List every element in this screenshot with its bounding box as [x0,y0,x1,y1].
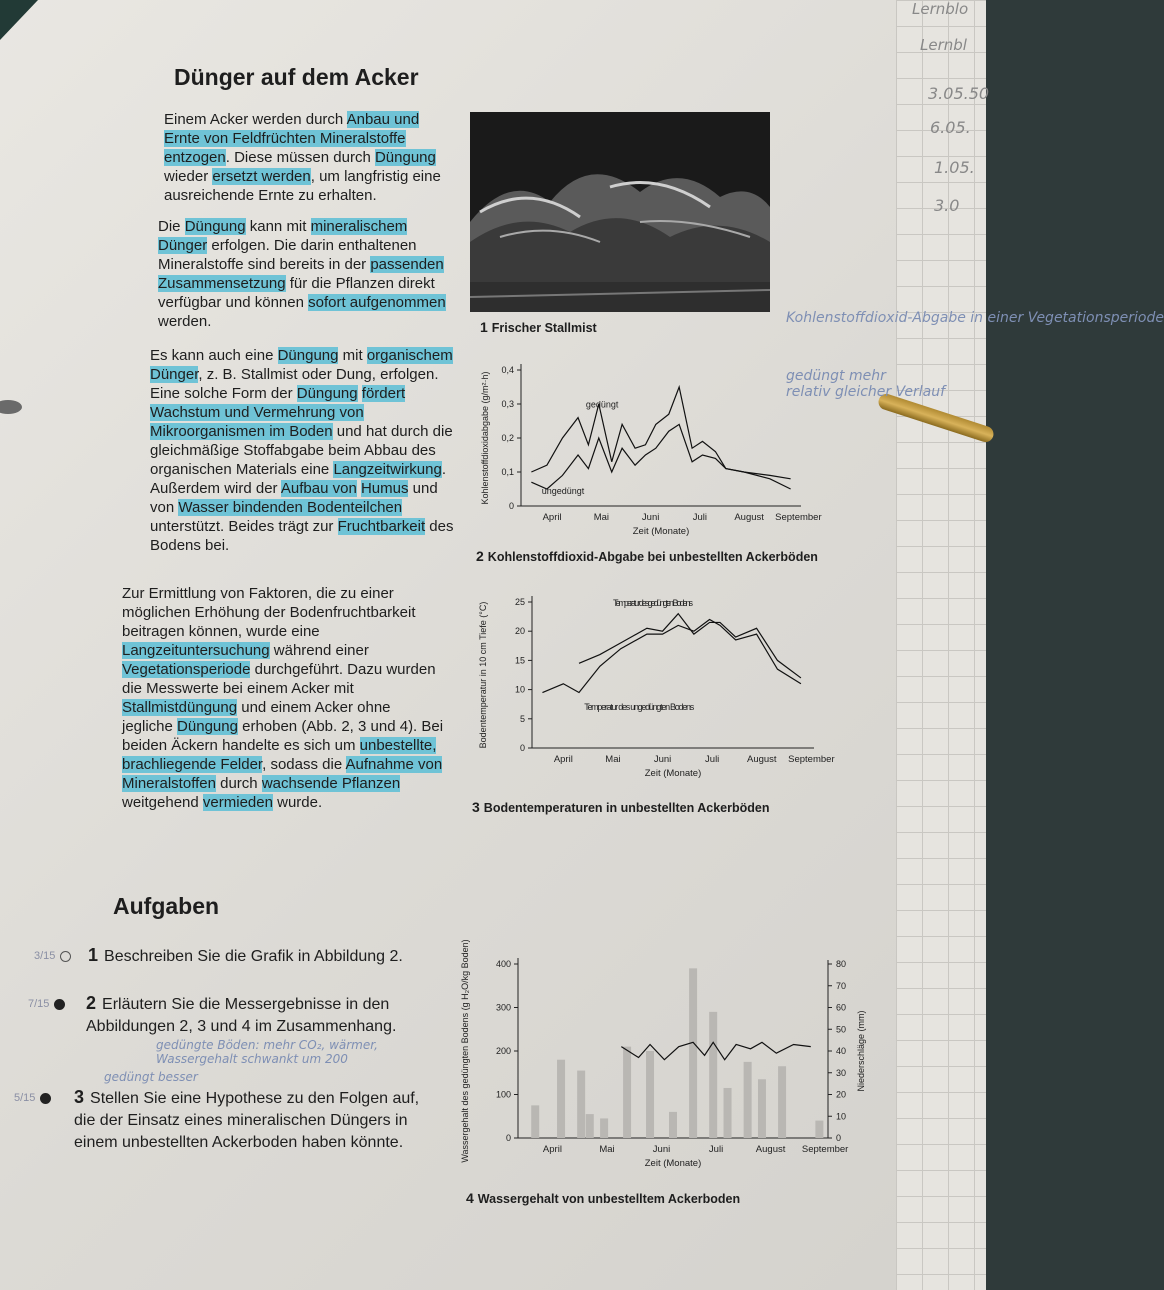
x-tick-label: Mai [605,754,621,765]
x-tick-label: August [746,754,777,765]
y-tick-label: 0,1 [501,467,514,477]
x-tick-label: Juli [705,754,720,765]
task-3-text: Stellen Sie eine Hypothese zu den Folgen auf, die der Einsatz eines mineralischen Düngers in einem unbestellten Ackerboden haben könnte. [74,1090,420,1151]
series-line-fertilized [531,387,790,489]
precipitation-bar [689,968,697,1138]
table-corner [0,0,38,40]
y-axis-label: Bodentemperatur in 10 cm Tiefe (°C) [478,601,488,749]
temperature-chart [474,588,835,788]
task-3-score [14,1092,51,1104]
y-tick-label: 10 [514,684,525,695]
precipitation-bar [744,1062,752,1138]
x-axis-label: Zeit (Monate) [644,1158,702,1169]
x-tick-label: September [775,512,822,523]
y-tick-label: 25 [514,597,525,607]
x-tick-label: Juni [652,1144,671,1155]
figure-4-caption-text: Wassergehalt von unbestelltem Ackerboden [477,1192,741,1206]
y-tick-label: 300 [495,1002,511,1013]
figure-1-caption-text: Frischer Stallmist [491,321,597,335]
y2-tick-label: 30 [836,1067,847,1078]
series-label-unfertilized: ungedüngt [541,486,585,497]
precipitation-bar [778,1066,786,1138]
x-tick-label: Juli [692,512,708,523]
figure-2-caption [476,548,818,564]
margin-note-3: relativ gleicher Verlauf [786,384,946,400]
edge-note-0: Lernblo [912,0,969,18]
paragraph-3-text: Es kann auch eine Düngung mit organischem Dünger, z. B. Stallmist oder Dung, erfolgen. Eine solche Form der Düngung fördert Wachstum und Vermehrung von Mikroorganismen im Boden und hat durch die gleichmäßige Stoffabgabe beim Abbau des organischen Materials eine Langzeitwirkung. Außerdem wird der Aufbau von Humus und von Wasser bindenden Bodenteilchen unterstützt. Beides trägt zur Fruchtbarkeit des Bodens bei. [150,347,454,554]
edge-note-1: Lernbl [920,36,967,54]
figure-3-number: 3 [472,799,480,815]
figure-2-caption-text: Kohlenstoffdioxid-Abgabe bei unbestellten Ackerböden [487,550,818,564]
task-1-score-text: 3/15 [34,950,56,962]
task-2-note: gedüngte Böden: mehr CO₂, wärmer, Wassergehalt schwankt um 200 [156,1038,378,1066]
y-axis-label: Kohlenstoffdioxidabgabe (g/m²·h) [480,371,490,505]
tasks-heading: Aufgaben [113,893,220,919]
y-tick-label: 400 [495,959,511,969]
task-3-score-text: 5/15 [14,1092,36,1104]
x-axis-label: Zeit (Monate) [632,526,690,537]
series-label-fertilized: gedüngt [585,399,619,410]
precipitation-bar [815,1121,823,1138]
task-2-note-b: gedüngt besser [104,1070,198,1084]
edge-note-3: 6.05. [930,118,971,137]
paragraph-1-text: Einem Acker werden durch Anbau und Ernte von Feldfrüchten Mineralstoffe entzogen. Diese müssen durch Düngung wieder ersetzt werden, um langfristig eine ausreichende Ernte zu erhalten. [164,111,441,204]
edge-note-4: 1.05. [934,158,975,177]
y-tick-label: 20 [514,626,525,637]
precipitation-bar [577,1071,585,1138]
x-tick-label: August [755,1144,786,1155]
y2-tick-label: 50 [836,1024,847,1035]
y-tick-label: 0,2 [501,433,514,443]
x-tick-label: Mai [593,512,610,523]
task-2-checkbox[interactable] [54,999,65,1010]
x-tick-label: Juli [708,1144,724,1155]
task-3-number: 3 [74,1087,85,1107]
task-1-number: 1 [88,945,99,965]
figure-3-caption [472,799,770,815]
precipitation-bar [600,1118,608,1138]
figure-1-caption [480,319,597,335]
margin-note-2: gedüngt mehr [786,368,886,384]
x-tick-label: April [542,512,562,523]
co2-chart [476,356,822,546]
task-2-text: Erläutern Sie die Messergebnisse in den Abbildungen 2, 3 und 4 im Zusammenhang. [86,996,397,1035]
paragraph-2 [158,217,456,331]
series-line-unfertilized [531,424,790,489]
y-tick-label: 100 [495,1089,511,1100]
series-label-fertilized: Temperatur des gedüngten Bodens [612,598,693,609]
paragraph-4 [122,584,444,812]
figure-3-caption-text: Bodentemperaturen in unbestellten Ackerböden [483,801,770,815]
y-tick-label: 200 [495,1046,511,1056]
y2-axis-label: Niederschläge (mm) [856,1010,866,1092]
precipitation-bar [557,1060,565,1138]
y2-tick-label: 10 [836,1111,847,1122]
series-line-fertilized [579,614,801,678]
x-tick-label: Mai [599,1144,615,1155]
task-1 [88,944,448,968]
task-2-score-text: 7/15 [28,998,50,1010]
task-3-checkbox[interactable] [40,1093,51,1104]
y-tick-label: 0,3 [501,399,514,409]
y-tick-label: 0 [508,501,514,511]
series-label-unfertilized: Temperatur des ungedüngten Bodens [584,702,695,713]
margin-note-1: Kohlenstoffdioxid-Abgabe in einer Vegetationsperiode [786,310,1164,326]
y-tick-label: 5 [519,713,525,724]
y-tick-label: 0 [519,743,525,753]
paper-clip-icon [0,400,22,414]
x-tick-label: April [553,754,573,765]
x-tick-label: April [542,1144,562,1155]
precipitation-bar [709,1012,717,1138]
y2-tick-label: 70 [836,980,847,991]
paragraph-1 [164,110,456,205]
paragraph-4-text: Zur Ermittlung von Faktoren, die zu einer möglichen Erhöhung der Bodenfruchtbarkeit beitragen können, wurde eine Langzeituntersuchung während einer Vegetationsperiode durchgeführt. Dazu wurden die Messwerte bei einem Acker mit Stallmistdüngung und einem Acker ohne jegliche Düngung erhoben (Abb. 2, 3 und 4). Bei beiden Äckern handelte es sich um unbestellte, brachliegende Felder, sodass die Aufnahme von Mineralstoffen durch wachsende Pflanzen weitgehend vermieden wurde. [122,585,444,811]
precipitation-bar [669,1112,677,1138]
task-1-text: Beschreiben Sie die Grafik in Abbildung 2. [104,948,403,965]
page-title: Dünger auf dem Acker [174,64,419,90]
task-1-score [34,950,71,962]
y2-tick-label: 0 [836,1133,842,1143]
y-axis-label: Wassergehalt des gedüngten Bodens (g H₂O/kg Boden) [460,939,470,1163]
x-tick-label: September [788,754,835,765]
series-line-unfertilized [542,620,801,693]
x-tick-label: Juni [653,754,672,765]
y2-tick-label: 60 [836,1002,847,1013]
precipitation-bar [758,1079,766,1138]
paragraph-2-text: Die Düngung kann mit mineralischem Dünger erfolgen. Die darin enthaltenen Mineralstoffe sind bereits in der passenden Zusammensetzung für die Pflanzen direkt verfügbar und können sofort aufgenommen werden. [158,218,446,330]
grid-paper-margin [896,0,986,1290]
x-axis-label: Zeit (Monate) [644,768,702,779]
y2-tick-label: 80 [836,959,847,969]
precipitation-bar [531,1105,539,1138]
task-1-checkbox[interactable] [60,951,71,962]
y2-tick-label: 40 [836,1046,847,1056]
manure-photo [470,112,770,312]
paragraph-3 [150,346,458,555]
y-tick-label: 0 [505,1133,511,1143]
task-2-number: 2 [86,993,97,1013]
precipitation-bar [623,1047,631,1138]
task-3 [74,1086,444,1154]
edge-note-5: 3.0 [934,196,960,215]
precipitation-bar [646,1051,654,1138]
figure-1-number: 1 [480,319,488,335]
precipitation-bar [724,1088,732,1138]
figure-4-caption [466,1190,740,1206]
x-tick-label: Juni [641,512,660,523]
y-tick-label: 0,4 [501,365,514,375]
y-tick-label: 15 [514,655,525,666]
x-tick-label: August [734,512,764,523]
task-2 [86,992,431,1038]
task-2-score [28,998,65,1010]
edge-note-2: 3.05.50 [928,84,990,103]
y2-tick-label: 20 [836,1089,847,1100]
precipitation-bar [586,1114,594,1138]
figure-4-number: 4 [466,1190,474,1206]
water-chart [456,939,876,1186]
x-tick-label: September [801,1144,849,1155]
figure-2-number: 2 [476,548,484,564]
